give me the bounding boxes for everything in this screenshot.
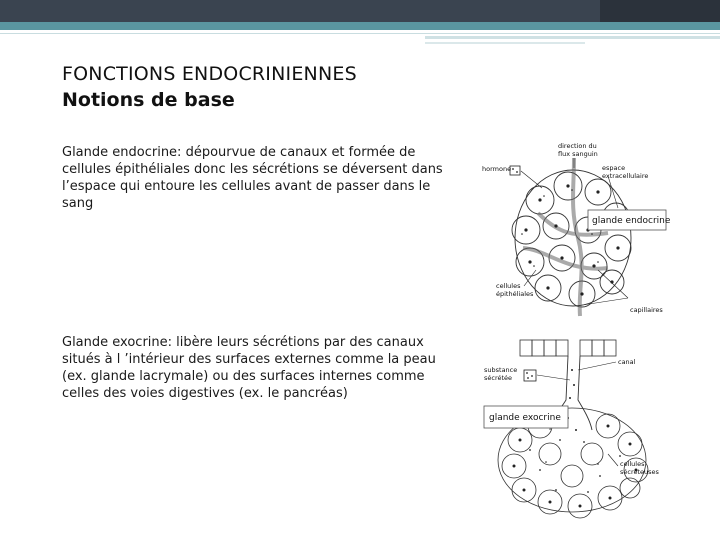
substance-legend-icon <box>524 370 536 381</box>
direction-label: flux sanguin <box>558 150 598 158</box>
header-divider <box>425 42 585 44</box>
header-teal-bar <box>0 22 720 30</box>
cellules-secreteuses-label: sécréteuses <box>620 468 659 476</box>
header-divider <box>425 36 720 39</box>
canal-label: canal <box>618 358 636 366</box>
hormone-label: hormone <box>482 165 512 173</box>
espace-label: extracellulaire <box>602 172 649 180</box>
endocrine-gland-diagram <box>478 138 698 322</box>
capillaires-label: capillaires <box>630 306 663 314</box>
slide-title: FONCTIONS ENDOCRINIENNES <box>62 63 357 85</box>
exocrine-gland-diagram <box>480 330 700 520</box>
substance-label: substance <box>484 366 518 374</box>
cellules-label: épithéliales <box>496 290 534 298</box>
endocrine-box-label: glande endocrine <box>592 216 671 226</box>
substance-label: sécrétée <box>484 374 513 382</box>
cellules-label: cellules <box>496 282 521 290</box>
hormone-legend-icon <box>510 166 520 175</box>
cellules-secreteuses-label: cellules <box>620 460 645 468</box>
endocrine-paragraph: Glande endocrine: dépourvue de canaux et formée de cellules épithéliales donc les sécrétions se déversent dans l’espace qui entoure les cellules avant de passer dans le sang <box>62 145 443 211</box>
direction-label: direction du <box>558 142 597 150</box>
header-accent-bar <box>600 0 720 22</box>
slide-subtitle: Notions de base <box>62 89 235 111</box>
header-divider <box>0 33 720 34</box>
exocrine-box-label: glande exocrine <box>489 413 561 423</box>
espace-label: espace <box>602 164 626 172</box>
exocrine-paragraph: Glande exocrine: libère leurs sécrétions par des canaux situés à l ’intérieur des surfaces externes comme la peau (ex. glande lacrymale) ou des surfaces internes comme celles des voies digestives (ex. le pancréas) <box>62 335 436 401</box>
